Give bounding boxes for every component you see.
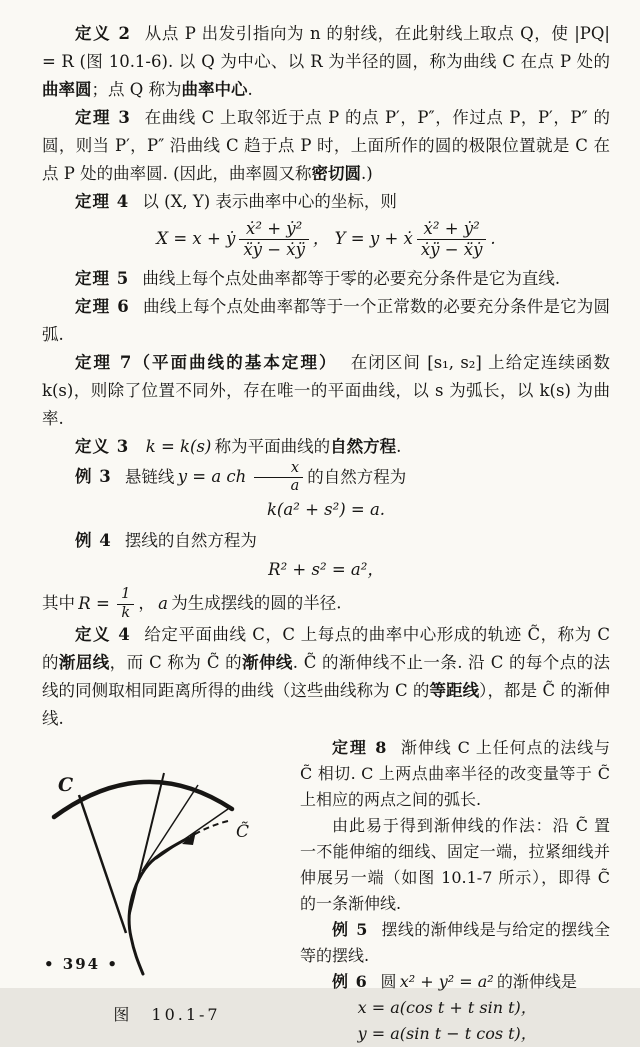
- math-run: y = a ch: [177, 467, 247, 487]
- paragraph-definition-3: [42, 433, 610, 461]
- text-run: 曲线上每个点处曲率都等于零的必要充分条件是它为直线.: [142, 268, 561, 288]
- bold-term: 自然方程: [330, 436, 397, 456]
- math-run: x² + y² = a²: [399, 972, 494, 992]
- involute-equation-y: y = a(sin t − t cos t)，: [357, 1024, 537, 1044]
- text-run: ，: [138, 593, 155, 613]
- tangent-line-1: [79, 795, 126, 933]
- paragraph-example-3: [42, 461, 610, 495]
- term-label: 定义 4: [75, 625, 131, 645]
- paragraph-radius-note: [42, 587, 610, 621]
- term-label: 定理 6: [75, 296, 130, 316]
- bold-term: 曲率中心: [181, 80, 248, 99]
- text-run: 从点 P 出发引指向为 n 的射线，在此射线上取点 Q，使 |PQ| = R (图 10.1-6). 以 Q 为中心、以 R 为半径的圆，称为曲线 C 在点 P 处的: [42, 24, 610, 71]
- text-run: 摆线的渐伸线是与给定的摆线全等的摆线.: [300, 920, 610, 966]
- text-run: 曲线上每个点处曲率都等于一个正常数的必要充分条件是它为圆弧.: [42, 296, 610, 344]
- paragraph-theorem-8: [300, 735, 610, 813]
- fraction: [254, 461, 304, 495]
- fraction: [239, 220, 309, 259]
- formula-run: .: [490, 228, 496, 248]
- text-run: 的自然方程为: [307, 467, 407, 487]
- term-label: 定理 3: [75, 108, 131, 127]
- text-run: 的渐伸线是: [496, 972, 577, 992]
- figure-caption: 图 10.1-7: [113, 1005, 221, 1025]
- paragraph-example-6: [300, 969, 610, 995]
- term-label: 例 5: [332, 920, 369, 940]
- paragraph-theorem-4: [42, 188, 610, 216]
- formula-run: Y = y + ẋ: [334, 228, 413, 248]
- formula-run: X = x + ẏ: [156, 228, 236, 248]
- math-run: a: [158, 593, 168, 613]
- fraction: [417, 220, 487, 259]
- text-run: 摆线的自然方程为: [124, 530, 257, 550]
- figure-label-C: C: [58, 774, 74, 797]
- paragraph-theorem-3: [42, 104, 610, 188]
- bold-term: 渐屈线: [58, 653, 110, 673]
- text-run: 在曲线 C 上取邻近于点 P 的点 P′，P″，作过点 P，P′，P″ 的圆，则当 P′，P″ 沿曲线 C 趋于点 P 时，上面所作的圆的极限位置就是 C 在点 P 处的曲率圆. (因此，曲率圆又称: [42, 108, 610, 183]
- cycloid-natural-equation: [42, 559, 610, 581]
- catenary-natural-equation: [42, 499, 610, 521]
- term-label: 例 4: [75, 530, 112, 550]
- text-run: 以 (X, Y) 表示曲率中心的坐标，则: [142, 192, 397, 211]
- curve-C-tilde-dashed-segment: [190, 821, 228, 837]
- text-run: ），都是 C̃ 的渐伸线.: [42, 681, 610, 729]
- paragraph-definition-2: [42, 20, 610, 104]
- fraction-denominator: k: [121, 604, 131, 621]
- formula-run: k(a² + s²) = a.: [266, 499, 386, 519]
- paragraph-example-5: [300, 917, 610, 969]
- right-text-column: [292, 735, 610, 1047]
- text-run: 渐伸线 C 上任何点的法线与 C̃ 相切. C 上两点曲率半径的改变量等于 C̃ 上相应的两点之间的弧长.: [300, 738, 610, 810]
- fraction: [117, 587, 134, 621]
- involute-equation-x: x = a(cos t + t sin t)，: [357, 998, 537, 1018]
- text-run: .: [247, 80, 253, 99]
- text-run: ；点 Q 称为: [91, 80, 182, 99]
- text-run: . C̃ 的渐伸线不止一条. 沿 C 的每个点的法线的同侧取相同距离所得的曲线（这些曲线称为 C 的: [42, 653, 611, 701]
- text-run: 给定平面曲线 C，C 上每点的曲率中心形成的轨迹 C̃，称为 C 的: [42, 625, 610, 673]
- term-label: 定义 2: [75, 24, 131, 43]
- term-label: 例 3: [75, 467, 112, 487]
- term-label: 定义 3: [75, 436, 130, 456]
- curve-C-tilde: [129, 838, 188, 974]
- text-run: 圆: [380, 972, 397, 992]
- text-run: .): [361, 164, 373, 183]
- text-run: 称为平面曲线的: [214, 436, 331, 456]
- fraction-denominator: ẍẏ − ẋÿ: [243, 239, 305, 259]
- term-label: 定理 4: [75, 192, 130, 211]
- paragraph-theorem-5: [42, 265, 610, 293]
- text-run: .: [396, 436, 402, 456]
- fraction-denominator: ẋÿ − ẍẏ: [420, 239, 483, 259]
- fraction-numerator: ẋ² + ẏ²: [417, 220, 487, 240]
- paragraph-theorem-6: [42, 293, 610, 349]
- fraction-numerator: ẋ² + ẏ²: [239, 220, 309, 240]
- curvature-center-formula: [42, 220, 610, 259]
- paragraph-involute-construction: [300, 813, 610, 917]
- term-label: 例 6: [332, 972, 368, 992]
- page-number: • 394 •: [44, 955, 119, 973]
- bold-term: 渐伸线: [242, 653, 293, 673]
- bold-term: 曲率圆: [42, 80, 92, 99]
- figure-label-C-tilde: C̃: [236, 822, 250, 843]
- paragraph-definition-4: [42, 621, 610, 733]
- text-run: 悬链线: [124, 467, 175, 487]
- fraction-numerator: x: [254, 461, 304, 479]
- term-label: 定理 7（平面曲线的基本定理）: [75, 352, 338, 372]
- term-label: 定理 5: [75, 268, 130, 288]
- paragraph-example-4: [42, 527, 610, 555]
- formula-run: ，: [312, 228, 330, 248]
- bold-term: 密切圆: [311, 164, 362, 183]
- figure-column: [42, 735, 292, 1029]
- paragraph-theorem-7: [42, 349, 610, 433]
- text-run: ，而 C 称为 C̃ 的: [109, 653, 243, 673]
- fraction-numerator: 1: [117, 587, 134, 605]
- bold-term: 等距线: [429, 681, 480, 701]
- text-run: 在闭区间 [s₁, s₂] 上给定连续函数 k(s)，则除了位置不同外，存在唯一的平面曲线，以 s 为弧长，以 k(s) 为曲率.: [42, 352, 610, 428]
- formula-run: R² + s² = a²，: [268, 559, 384, 579]
- math-run: k = k(s): [145, 436, 212, 456]
- term-label: 定理 8: [332, 738, 388, 758]
- text-run: 其中: [42, 593, 75, 613]
- text-run: 为生成摆线的圆的半径.: [171, 593, 342, 613]
- bottom-two-column-section: [42, 735, 610, 1047]
- fraction-denominator: a: [290, 478, 300, 495]
- text-run: 由此易于得到渐伸线的作法：沿 C̃ 置一不能伸缩的细线、固定一端，拉紧细线并伸展另一端（如图 10.1-7 所示），即得 C̃ 的一条渐伸线.: [300, 816, 610, 914]
- math-run: R =: [78, 593, 110, 613]
